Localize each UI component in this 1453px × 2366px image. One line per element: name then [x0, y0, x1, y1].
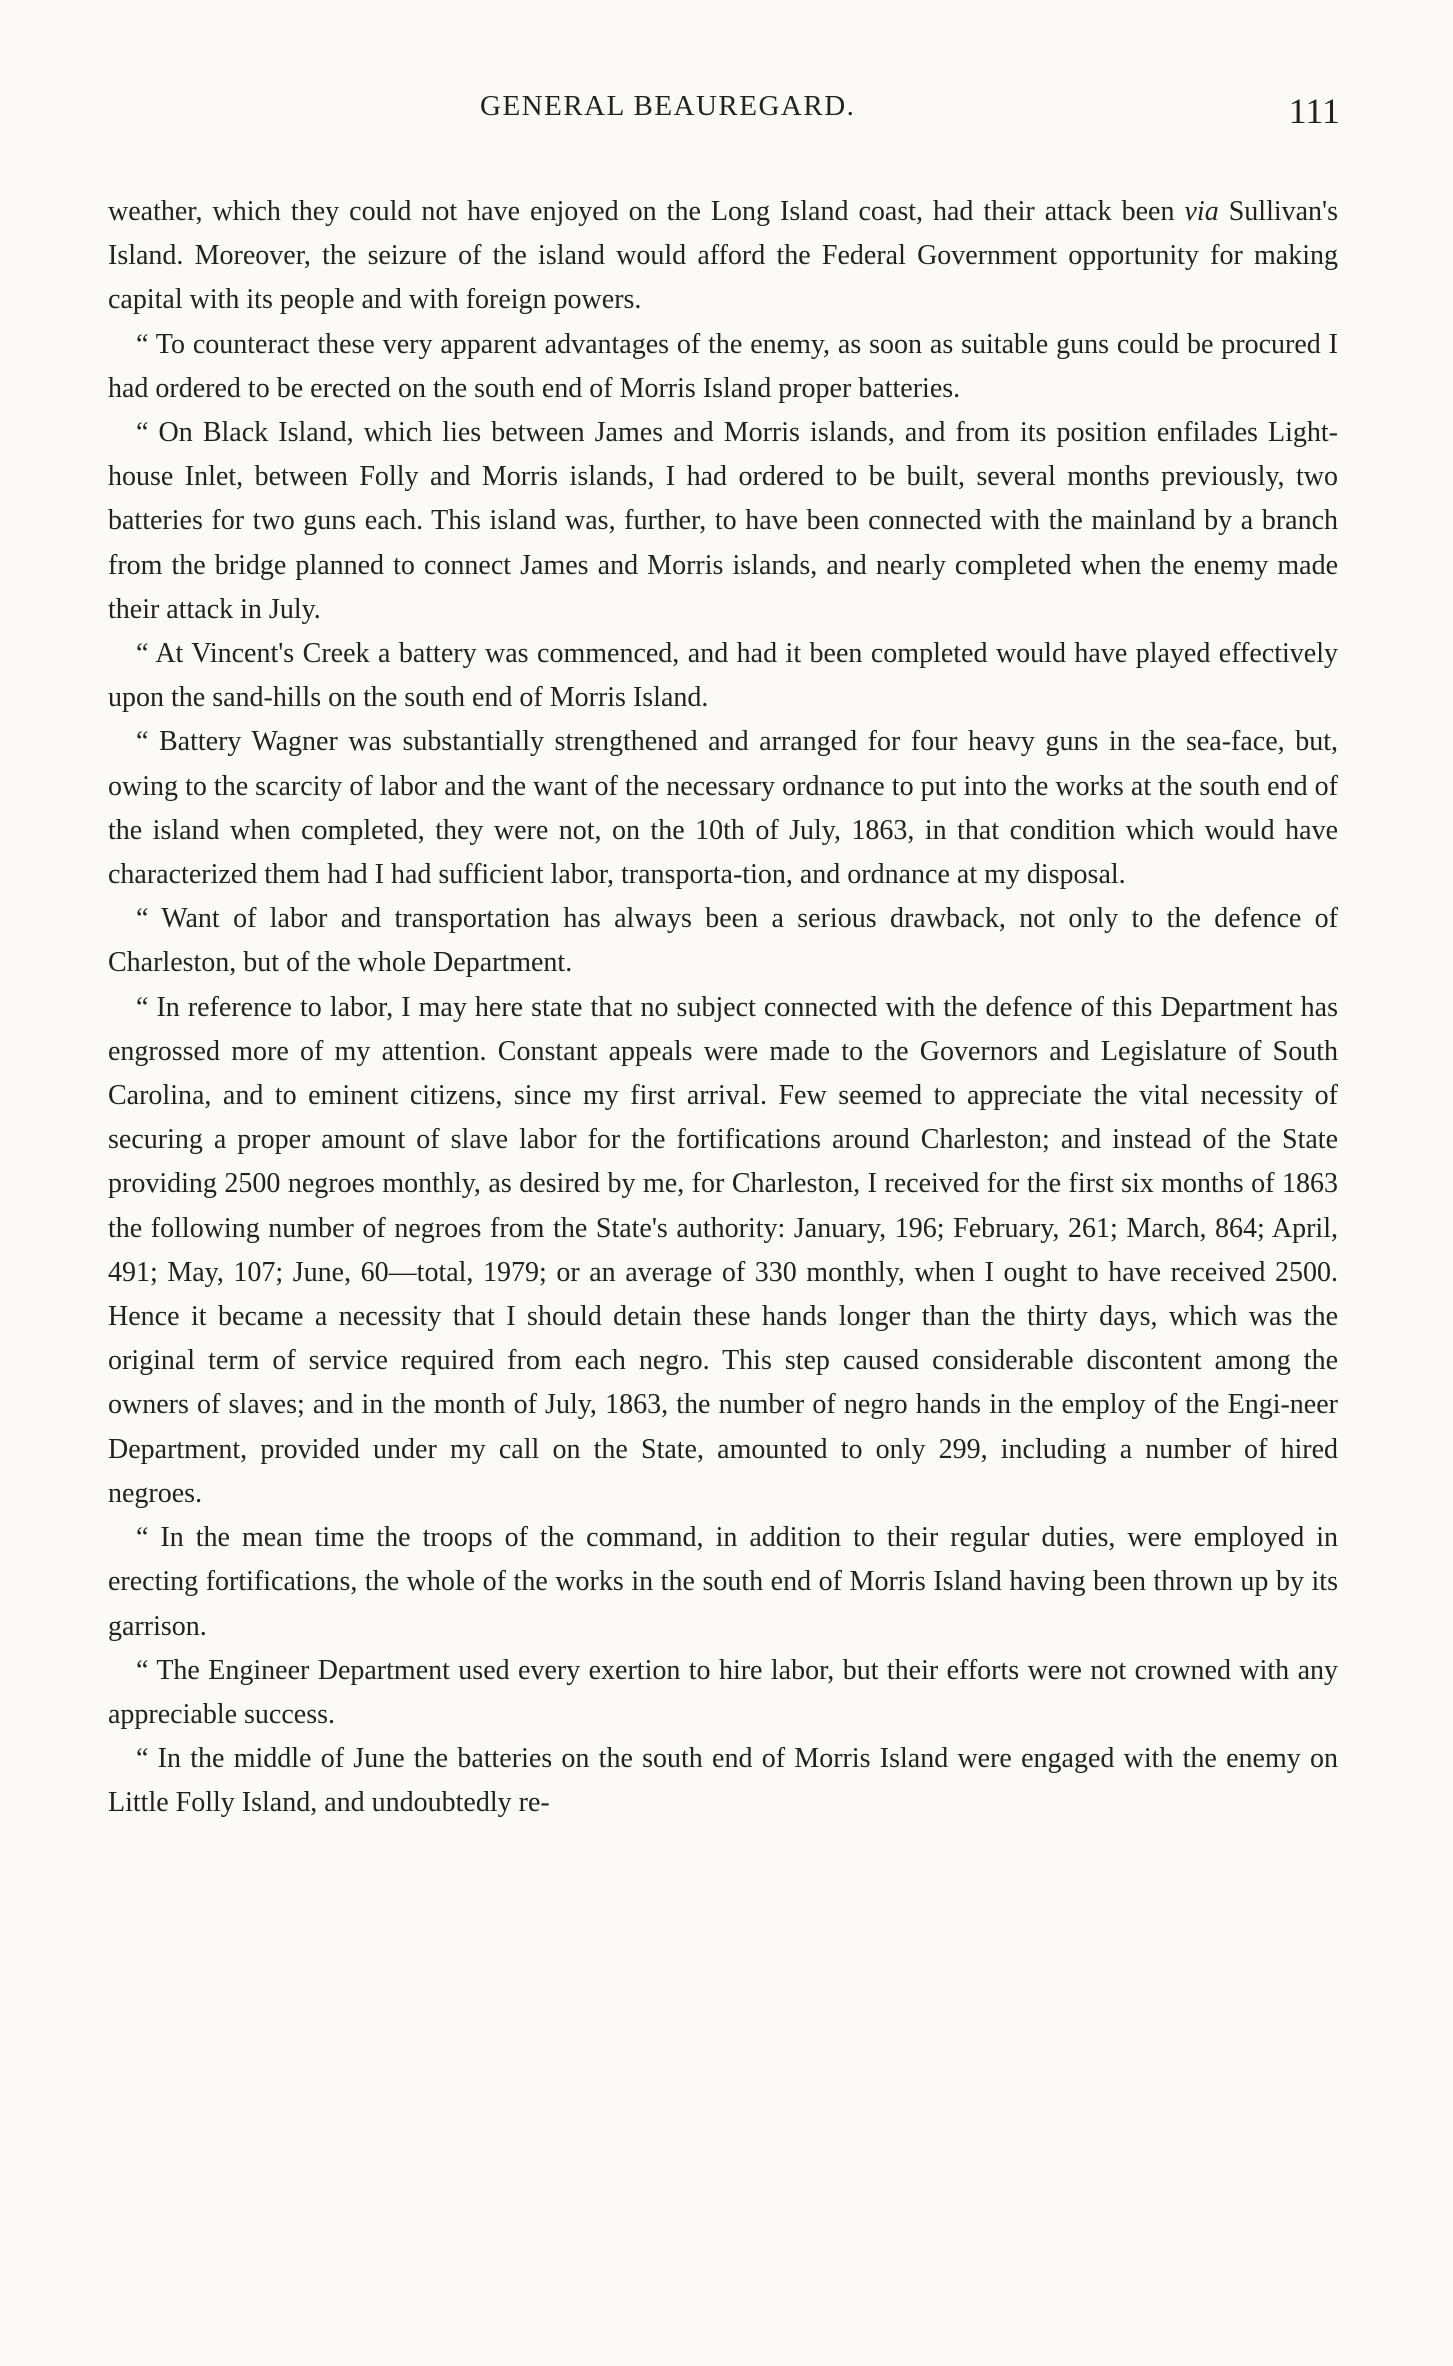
paragraph: “ Battery Wagner was substantially strengthened and arranged for four heavy guns in the sea-face, but, owing to the scarcity of labor and the want of the necessary ordnance to put into the works at the south end of the island when completed, they were not, on the 10th of July, 1863, in that condition which would have characterized them had I had sufficient labor, transporta-tion, and ordnance at my disposal.: [108, 726, 1338, 891]
body-text: [108, 190, 1338, 1826]
italic-via: via: [1184, 196, 1219, 227]
page-number: 111: [1288, 91, 1340, 131]
running-title: GENERAL BEAUREGARD.: [480, 90, 856, 122]
paragraph: “ In reference to labor, I may here state that no subject connected with the defence of this Department has engrossed more of my attention. Constant appeals were made to the Governors and Legislature of South Carolina, and to eminent citizens, since my first arrival. Few seemed to appreciate the vital necessity of securing a proper amount of slave labor for the fortifications around Charleston; and instead of the State providing 2500 negroes monthly, as desired by me, for Charleston, I received for the first six months of 1863 the following number of negroes from the State's authority: January, 196; February, 261; March, 864; April, 491; May, 107; June, 60—total, 1979; or an average of 330 monthly, when I ought to have received 2500. Hence it became a necessity that I should detain these hands longer than the thirty days, which was the original term of service required from each negro. This step caused considerable discontent among the owners of slaves; and in the month of July, 1863, the number of negro hands in the employ of the Engi-neer Department, provided under my call on the State, amounted to only 299, including a number of hired negroes.: [108, 991, 1338, 1509]
book-page: [100, 90, 1340, 2330]
running-header: [100, 90, 1340, 160]
paragraph: “ At Vincent's Creek a battery was commenced, and had it been completed would have played effectively upon the sand-hills on the south end of Morris Island.: [108, 638, 1338, 714]
paragraph: “ To counteract these very apparent advantages of the enemy, as soon as suitable guns could be procured I had ordered to be erected on the south end of Morris Island proper batteries.: [108, 328, 1338, 404]
paragraph: “ The Engineer Department used every exertion to hire labor, but their efforts were not crowned with any appreciable success.: [108, 1654, 1338, 1730]
paragraph-continued: weather, which they could not have enjoyed on the Long Island coast, had their attack been via Sullivan's Island. Moreover, the seizure of the island would afford the Federal Government opportunity for making capital with its people and with foreign powers.: [108, 196, 1338, 316]
paragraph: “ On Black Island, which lies between James and Morris islands, and from its position enfilades Light-house Inlet, between Folly and Morris islands, I had ordered to be built, several months previously, two batteries for two guns each. This island was, further, to have been connected with the mainland by a branch from the bridge planned to connect James and Morris islands, and nearly completed when the enemy made their attack in July.: [108, 417, 1338, 625]
paragraph: “ Want of labor and transportation has always been a serious drawback, not only to the defence of Charleston, but of the whole Department.: [108, 903, 1338, 979]
paragraph: “ In the mean time the troops of the command, in addition to their regular duties, were employed in erecting fortifications, the whole of the works in the south end of Morris Island having been thrown up by its garrison.: [108, 1522, 1338, 1642]
paragraph: “ In the middle of June the batteries on the south end of Morris Island were engaged with the enemy on Little Folly Island, and undoubtedly re-: [108, 1743, 1338, 1819]
